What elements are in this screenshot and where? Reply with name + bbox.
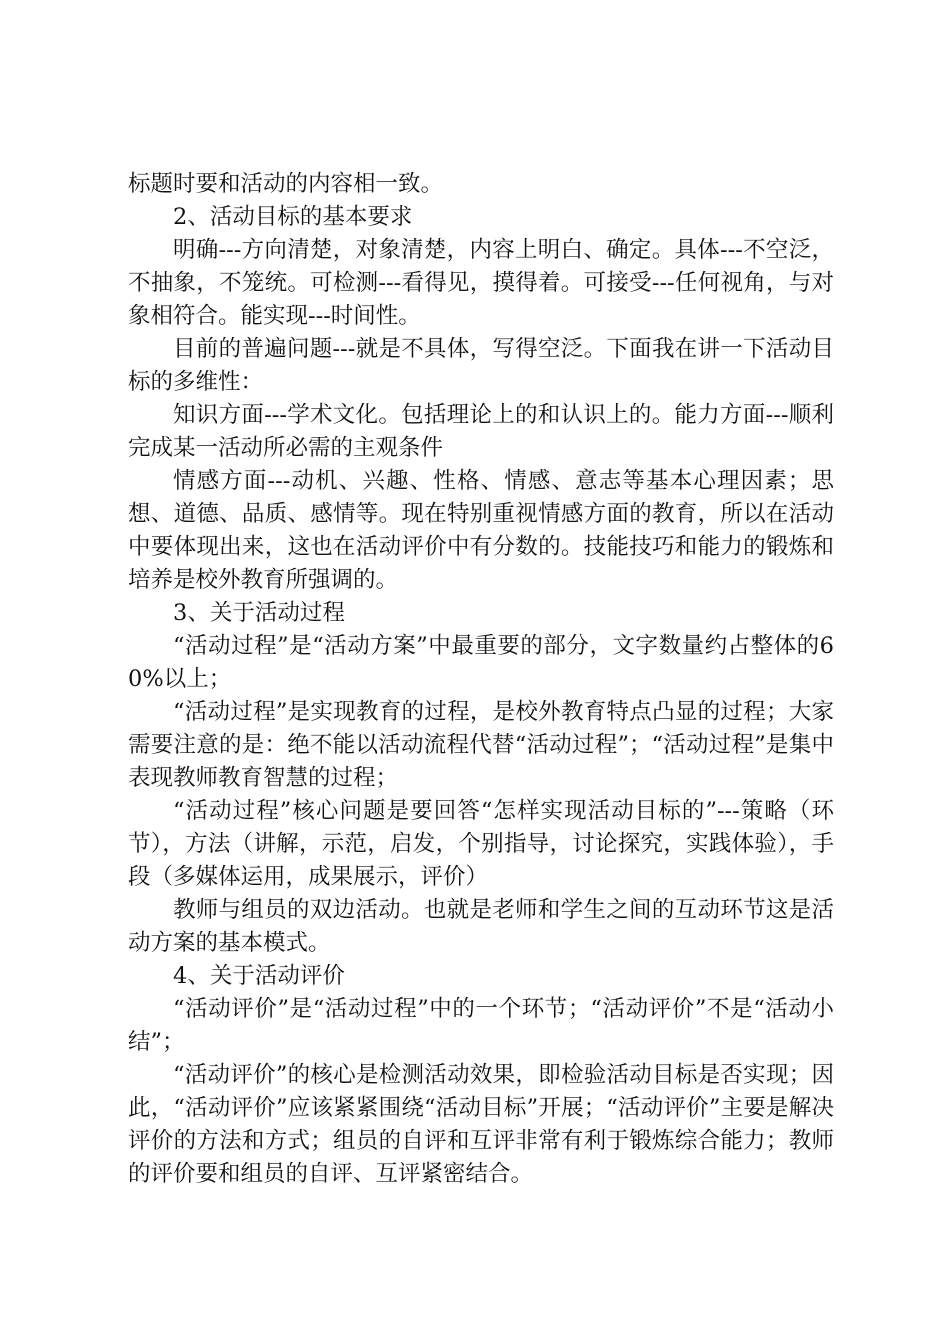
heading-activity-process: 3、关于活动过程 <box>173 600 345 626</box>
paragraph-emotion: 情感方面---动机、兴趣、性格、情感、意志等基本心理因素；思想、道德、品质、感情等。现在特别重视情感方面的教育，所以在活动中要体现出来，这也在活动评价中有分数的。技能技巧和能力的锻炼和培养是校外教育所强调的。 <box>128 468 834 593</box>
paragraph-evaluation-core: “活动评价”的核心是检测活动效果，即检验活动目标是否实现；因此，“活动评价”应该紧紧围绕“活动目标”开展；“活动评价”主要是解决评价的方法和方式；组员的自评和互评非常有利于锻炼综合能力；教师的评价要和组员的自评、互评紧密结合。 <box>128 1062 834 1187</box>
paragraph-evaluation-step: “活动评价”是“活动过程”中的一个环节；“活动评价”不是“活动小结”； <box>128 996 834 1055</box>
paragraph-knowledge-ability: 知识方面---学术文化。包括理论上的和认识上的。能力方面---顺利完成某一活动所必需的主观条件 <box>128 402 834 461</box>
paragraph-common-problem: 目前的普遍问题---就是不具体，写得空泛。下面我在讲一下活动目标的多维性： <box>128 336 834 395</box>
paragraph-process-education: “活动过程”是实现教育的过程，是校外教育特点凸显的过程；大家需要注意的是：绝不能以活动流程代替“活动过程”；“活动过程”是集中表现教师教育智慧的过程； <box>128 699 834 791</box>
document-body <box>128 168 834 1191</box>
paragraph-process-importance: “活动过程”是“活动方案”中最重要的部分，文字数量约占整体的60%以上； <box>128 633 834 692</box>
paragraph-bilateral-activity: 教师与组员的双边活动。也就是老师和学生之间的互动环节这是活动方案的基本模式。 <box>128 897 834 956</box>
heading-objective-requirements: 2、活动目标的基本要求 <box>173 204 413 230</box>
paragraph-process-core: “活动过程”核心问题是要回答“怎样实现活动目标的”---策略（环节），方法（讲解，示范，启发，个别指导，讨论探究，实践体验），手段（多媒体运用，成果展示，评价） <box>128 798 834 890</box>
paragraph-title-consistency: 标题时要和活动的内容相一致。 <box>128 171 444 197</box>
heading-activity-evaluation: 4、关于活动评价 <box>173 963 345 989</box>
paragraph-objective-criteria: 明确---方向清楚，对象清楚，内容上明白、确定。具体---不空泛，不抽象，不笼统。可检测---看得见，摸得着。可接受---任何视角，与对象相符合。能实现---时间性。 <box>128 237 834 329</box>
